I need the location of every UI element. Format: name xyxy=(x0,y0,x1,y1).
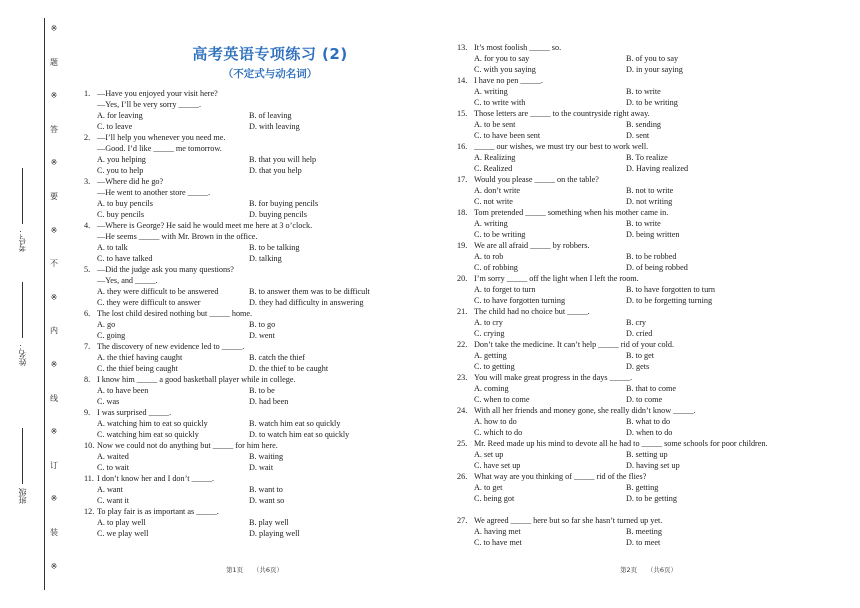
question-item xyxy=(457,240,797,273)
answer-option[interactable]: C. buy pencils xyxy=(97,210,145,219)
answer-option[interactable]: B. meeting xyxy=(626,527,662,536)
answer-option[interactable]: A. writing xyxy=(474,219,508,228)
question-item xyxy=(84,220,414,264)
answer-option[interactable]: C. to getting xyxy=(474,362,515,371)
binding-strip-char: ※ xyxy=(50,561,58,571)
question-number: 27. xyxy=(457,516,468,525)
question-stem: The child had no choice but _____. xyxy=(474,307,590,316)
answer-option[interactable]: D. Having realized xyxy=(626,164,689,173)
question-stem: —Have you enjoyed your visit here? xyxy=(97,89,218,98)
question-spacer xyxy=(457,504,797,515)
answer-option[interactable]: A. Realizing xyxy=(474,153,516,162)
answer-option[interactable]: A. to play well xyxy=(97,518,146,527)
question-item xyxy=(457,42,797,75)
question-item xyxy=(84,341,414,374)
answer-option[interactable]: C. to write with xyxy=(474,98,526,107)
questions-column-right xyxy=(457,42,797,548)
class-label: 班级 xyxy=(18,488,27,504)
answer-option[interactable]: C. have set up xyxy=(474,461,521,470)
answer-option[interactable]: B. want to xyxy=(249,485,283,494)
answer-option[interactable]: B. to be xyxy=(249,386,275,395)
answer-option[interactable]: B. waiting xyxy=(249,452,284,461)
name-field xyxy=(17,282,28,366)
answer-option[interactable]: C. of robbing xyxy=(474,263,518,272)
answer-options xyxy=(84,385,414,407)
question-number: 9. xyxy=(84,408,91,417)
question-number: 17. xyxy=(457,175,468,184)
answer-option[interactable]: D. want so xyxy=(249,496,285,505)
question-number: 4. xyxy=(84,221,91,230)
question-item xyxy=(84,440,414,473)
answer-option[interactable]: D. sent xyxy=(626,131,650,140)
question-item xyxy=(84,176,414,220)
answer-option[interactable]: D. they had difficulty in answering xyxy=(249,298,364,307)
answer-options xyxy=(457,185,797,207)
answer-option[interactable]: C. crying xyxy=(474,329,505,338)
page-footer-left: 第1页 （共6页） xyxy=(226,566,284,574)
exam-number-field xyxy=(17,168,28,252)
answer-option[interactable]: B. to have forgotten to turn xyxy=(626,285,715,294)
answer-option[interactable]: C. which to do xyxy=(474,428,523,437)
question-number: 13. xyxy=(457,43,468,52)
answer-option[interactable]: A. you helping xyxy=(97,155,146,164)
question-stem: Now we could not do anything but _____ for him here. xyxy=(97,441,278,450)
answer-option[interactable]: B. that to come xyxy=(626,384,677,393)
answer-option[interactable]: C. to have forgotten turning xyxy=(474,296,566,305)
answer-options xyxy=(84,352,414,374)
question-item xyxy=(457,438,797,471)
answer-option[interactable]: A. getting xyxy=(474,351,507,360)
answer-option[interactable]: A. for leaving xyxy=(97,111,143,120)
answer-option[interactable]: D. not writing xyxy=(626,197,673,206)
answer-option[interactable]: A. coming xyxy=(474,384,509,393)
answer-option[interactable]: B. catch the thief xyxy=(249,353,305,362)
exam-number-blank xyxy=(22,168,23,224)
binding-strip-char: ※ xyxy=(50,292,58,302)
question-number: 6. xyxy=(84,309,91,318)
answer-option[interactable]: B. that you will help xyxy=(249,155,317,164)
answer-option[interactable]: A. go xyxy=(97,320,116,329)
question-item xyxy=(84,88,414,132)
answer-options xyxy=(457,284,797,306)
answer-options xyxy=(457,383,797,405)
answer-option[interactable]: B. to write xyxy=(626,87,661,96)
question-item xyxy=(457,75,797,108)
binding-strip-char: ※ xyxy=(50,360,58,369)
answer-option[interactable]: B. of you to say xyxy=(626,54,679,63)
question-number: 25. xyxy=(457,439,468,448)
answer-option[interactable]: A. set up xyxy=(474,450,504,459)
binding-strip-char: ※ xyxy=(50,225,58,235)
answer-option[interactable]: D. to be getting xyxy=(626,494,677,503)
answer-option[interactable]: A. watching him to eat so quickly xyxy=(97,419,208,428)
binding-line xyxy=(44,18,45,590)
answer-option[interactable]: C. they were difficult to answer xyxy=(97,298,201,307)
binding-strip-char: 要 xyxy=(50,192,58,201)
answer-option[interactable]: D. to watch him eat so quickly xyxy=(249,430,350,439)
question-number: 3. xyxy=(84,177,91,186)
answer-option[interactable]: A. how to do xyxy=(474,417,517,426)
question-stem: _____ our wishes, we must try our best to work well. xyxy=(474,142,649,151)
question-stem: —Where is George? He said he would meet me here at 3 o’clock. xyxy=(97,221,313,230)
answer-option[interactable]: A. the thief having caught xyxy=(97,353,183,362)
binding-strip-char: 内 xyxy=(50,326,58,336)
name-label: 姓名： xyxy=(18,342,27,366)
question-stem: We agreed _____ here but so far she hasn’t turned up yet. xyxy=(474,516,663,525)
answer-option[interactable]: C. you to help xyxy=(97,166,144,175)
binding-strip-char: 线 xyxy=(50,393,58,403)
answer-option[interactable]: B. cry xyxy=(626,318,647,327)
answer-option[interactable]: A. to be sent xyxy=(474,120,516,129)
question-number: 1. xyxy=(84,89,91,98)
name-blank xyxy=(22,282,23,338)
answer-option[interactable]: C. to have talked xyxy=(97,254,153,263)
question-item xyxy=(457,405,797,438)
binding-strip-char: 不 xyxy=(50,259,58,269)
answer-options xyxy=(457,449,797,471)
question-item xyxy=(84,506,414,539)
question-stem: We are all afraid _____ by robbers. xyxy=(474,241,590,250)
question-number: 14. xyxy=(457,76,468,85)
question-item xyxy=(84,132,414,176)
question-stem: The discovery of new evidence led to _____. xyxy=(97,342,245,351)
answer-options xyxy=(457,218,797,240)
question-stem: I don’t know her and I don’t _____. xyxy=(97,474,215,483)
answer-option[interactable]: C. Realized xyxy=(474,164,513,173)
answer-options xyxy=(84,319,414,341)
question-number: 19. xyxy=(457,241,468,250)
question-number: 15. xyxy=(457,109,468,118)
answer-option[interactable]: A. don’t write xyxy=(474,186,521,195)
answer-options xyxy=(84,484,414,506)
question-number: 7. xyxy=(84,342,91,351)
question-dialogue-line: —He went to another store _____. xyxy=(97,188,211,197)
question-stem: I know him _____ a good basketball player while in college. xyxy=(97,375,296,384)
answer-options xyxy=(457,86,797,108)
answer-option[interactable]: A. to buy pencils xyxy=(97,199,153,208)
answer-options xyxy=(457,416,797,438)
answer-option[interactable]: B. what to do xyxy=(626,417,671,426)
answer-option[interactable]: B. to be talking xyxy=(249,243,300,252)
question-stem: Tom pretended _____ something when his mother came in. xyxy=(474,208,669,217)
answer-options xyxy=(84,198,414,220)
question-number: 26. xyxy=(457,472,468,481)
binding-strip-char: ※ xyxy=(50,427,58,437)
answer-option[interactable]: D. having set up xyxy=(626,461,680,470)
question-stem: Mr. Reed made up his mind to devote all he had to _____ some schools for poor children. xyxy=(474,439,768,448)
answer-option[interactable]: D. the thief to be caught xyxy=(249,364,329,373)
question-number: 23. xyxy=(457,373,468,382)
question-number: 12. xyxy=(84,507,95,516)
question-number: 18. xyxy=(457,208,468,217)
page-footer-right: 第2页 （共6页） xyxy=(620,566,678,574)
question-item xyxy=(84,407,414,440)
answer-option[interactable]: A. to cry xyxy=(474,318,503,327)
class-field xyxy=(17,428,28,504)
answer-options xyxy=(457,482,797,504)
question-item xyxy=(84,374,414,407)
answer-option[interactable]: B. to go xyxy=(249,320,276,329)
binding-strip-char: 题 xyxy=(50,57,58,67)
question-number: 8. xyxy=(84,375,91,384)
answer-option[interactable]: C. to be writing xyxy=(474,230,526,239)
answer-options xyxy=(84,451,414,473)
answer-option[interactable]: D. to be forgetting turning xyxy=(626,296,713,305)
question-item xyxy=(457,339,797,372)
binding-margin xyxy=(0,0,62,608)
question-number: 20. xyxy=(457,274,468,283)
answer-option[interactable]: D. being written xyxy=(626,230,680,239)
question-item xyxy=(457,471,797,504)
answer-option[interactable]: D. playing well xyxy=(249,529,300,538)
question-item xyxy=(457,372,797,405)
page-title: 高考英语专项练习 (2) xyxy=(192,45,348,63)
answer-option[interactable]: D. went xyxy=(249,331,275,340)
answer-option[interactable]: B. to get xyxy=(626,351,654,360)
answer-option[interactable]: A. having met xyxy=(474,527,521,536)
question-stem: —Where did he go? xyxy=(97,177,164,186)
question-stem: To play fair is as important as _____. xyxy=(97,507,219,516)
class-blank xyxy=(22,428,23,484)
answer-option[interactable]: A. to rob xyxy=(474,252,504,261)
answer-option[interactable]: C. going xyxy=(97,331,126,340)
answer-options xyxy=(84,110,414,132)
question-item xyxy=(457,108,797,141)
question-number: 5. xyxy=(84,265,91,274)
question-dialogue-line: —Yes, I’ll be very sorry _____. xyxy=(97,100,202,109)
answer-option[interactable]: D. cried xyxy=(626,329,653,338)
question-stem: I’m sorry _____ off the light when I left the room. xyxy=(474,274,639,283)
answer-option[interactable]: C. watching him eat so quickly xyxy=(97,430,199,439)
question-item xyxy=(84,264,414,308)
answer-options xyxy=(84,242,414,264)
question-stem: Would you please _____ on the table? xyxy=(474,175,599,184)
question-stem: Those letters are _____ to the countryside right away. xyxy=(474,109,650,118)
answer-options xyxy=(457,119,797,141)
answer-options xyxy=(84,418,414,440)
question-stem: You will make great progress in the days _____. xyxy=(474,373,633,382)
answer-option[interactable]: A. waited xyxy=(97,452,129,461)
binding-strip-char: ※ xyxy=(50,91,58,101)
answer-option[interactable]: D. talking xyxy=(249,254,282,263)
binding-strip-char: ※ xyxy=(50,158,58,168)
answer-option[interactable]: A. to forget to turn xyxy=(474,285,536,294)
question-number: 10. xyxy=(84,441,95,450)
answer-option[interactable]: B. to answer them was to be difficult xyxy=(249,287,370,296)
answer-option[interactable]: D. in your saying xyxy=(626,65,683,74)
answer-option[interactable]: D. of being robbed xyxy=(626,263,688,272)
question-item xyxy=(457,174,797,207)
answer-option[interactable]: C. the thief being caught xyxy=(97,364,178,373)
answer-option[interactable]: A. for you to say xyxy=(474,54,530,63)
question-item xyxy=(84,308,414,341)
answer-option[interactable]: D. gets xyxy=(626,362,650,371)
question-number: 16. xyxy=(457,142,468,151)
answer-options xyxy=(457,152,797,174)
answer-options xyxy=(457,526,797,548)
answer-options xyxy=(457,317,797,339)
question-number: 24. xyxy=(457,406,468,415)
question-number: 22. xyxy=(457,340,468,349)
answer-option[interactable]: A. writing xyxy=(474,87,508,96)
answer-option[interactable]: B. watch him eat so quickly xyxy=(249,419,341,428)
question-item xyxy=(457,306,797,339)
binding-strip-char: ※ xyxy=(50,24,58,33)
answer-option[interactable]: C. to leave xyxy=(97,122,133,131)
answer-options xyxy=(457,53,797,75)
question-dialogue-line: —Yes, and _____. xyxy=(97,276,158,285)
answer-option[interactable]: D. had been xyxy=(249,397,289,406)
question-stem: —I’ll help you whenever you need me. xyxy=(97,133,226,142)
questions-column-left xyxy=(84,88,414,539)
question-stem: I was surprised _____. xyxy=(97,408,172,417)
question-item xyxy=(457,515,797,548)
answer-option[interactable]: D. buying pencils xyxy=(249,210,307,219)
answer-option[interactable]: D. to meet xyxy=(626,538,661,547)
question-item xyxy=(84,473,414,506)
answer-option[interactable]: B. to be robbed xyxy=(626,252,677,261)
answer-option[interactable]: D. to come xyxy=(626,395,663,404)
question-dialogue-line: —He seems _____ with Mr. Brown in the office. xyxy=(97,232,258,241)
answer-option[interactable]: C. want it xyxy=(97,496,130,505)
answer-option[interactable]: B. sending xyxy=(626,120,662,129)
answer-option[interactable]: C. with you saying xyxy=(474,65,536,74)
answer-option[interactable]: B. not to write xyxy=(626,186,674,195)
answer-option[interactable]: C. not write xyxy=(474,197,513,206)
question-stem: With all her friends and money gone, she really didn’t know _____. xyxy=(474,406,696,415)
answer-option[interactable]: D. that you help xyxy=(249,166,302,175)
question-number: 21. xyxy=(457,307,468,316)
binding-strip-char: 答 xyxy=(50,124,58,134)
question-item xyxy=(457,273,797,306)
page-subtitle: （不定式与动名词） xyxy=(222,68,318,80)
answer-options xyxy=(84,286,414,308)
exam-number-label: 考号： xyxy=(18,228,27,252)
question-stem: Don’t take the medicine. It can’t help _____ rid of your cold. xyxy=(474,340,675,349)
question-stem: —Did the judge ask you many questions? xyxy=(97,265,234,274)
question-dialogue-line: —Good. I’d like _____ me tomorrow. xyxy=(97,144,222,153)
answer-option[interactable]: D. to be writing xyxy=(626,98,678,107)
answer-option[interactable]: B. to write xyxy=(626,219,661,228)
binding-strip-char: 订 xyxy=(50,460,58,470)
question-stem: I have no pen _____. xyxy=(474,76,543,85)
answer-option[interactable]: A. to have been xyxy=(97,386,149,395)
question-stem: The lost child desired nothing but _____ home. xyxy=(97,309,253,318)
answer-option[interactable]: C. being got xyxy=(474,494,515,503)
answer-option[interactable]: B. of leaving xyxy=(249,111,292,120)
answer-option[interactable]: A. to get xyxy=(474,483,503,492)
answer-option[interactable]: C. to have met xyxy=(474,538,522,547)
answer-option[interactable]: B. getting xyxy=(626,483,659,492)
answer-option[interactable]: D. with leaving xyxy=(249,122,300,131)
question-number: 2. xyxy=(84,133,91,142)
answer-options xyxy=(84,517,414,539)
answer-option[interactable]: A. want xyxy=(97,485,123,494)
answer-option[interactable]: C. to wait xyxy=(97,463,130,472)
answer-option[interactable]: C. was xyxy=(97,397,120,406)
answer-options xyxy=(457,350,797,372)
answer-option[interactable]: C. when to come xyxy=(474,395,530,404)
binding-strip-char: ※ xyxy=(50,494,58,504)
question-number: 11. xyxy=(84,474,94,483)
answer-option[interactable]: B. To realize xyxy=(626,153,668,162)
answer-options xyxy=(84,154,414,176)
answer-options xyxy=(457,251,797,273)
answer-option[interactable]: A. they were difficult to be answered xyxy=(97,287,219,296)
question-stem: What way are you thinking of _____ rid of the flies? xyxy=(474,472,647,481)
answer-option[interactable]: B. for buying pencils xyxy=(249,199,319,208)
answer-option[interactable]: C. we play well xyxy=(97,529,149,538)
answer-option[interactable]: B. setting up xyxy=(626,450,668,459)
question-item xyxy=(457,207,797,240)
answer-option[interactable]: B. play well xyxy=(249,518,289,527)
question-item xyxy=(457,141,797,174)
question-stem: It’s most foolish _____ so. xyxy=(474,43,562,52)
answer-option[interactable]: A. to talk xyxy=(97,243,128,252)
binding-strip-char: 装 xyxy=(50,528,58,537)
answer-option[interactable]: D. when to do xyxy=(626,428,673,437)
answer-option[interactable]: D. wait xyxy=(249,463,274,472)
answer-option[interactable]: C. to have been sent xyxy=(474,131,541,140)
